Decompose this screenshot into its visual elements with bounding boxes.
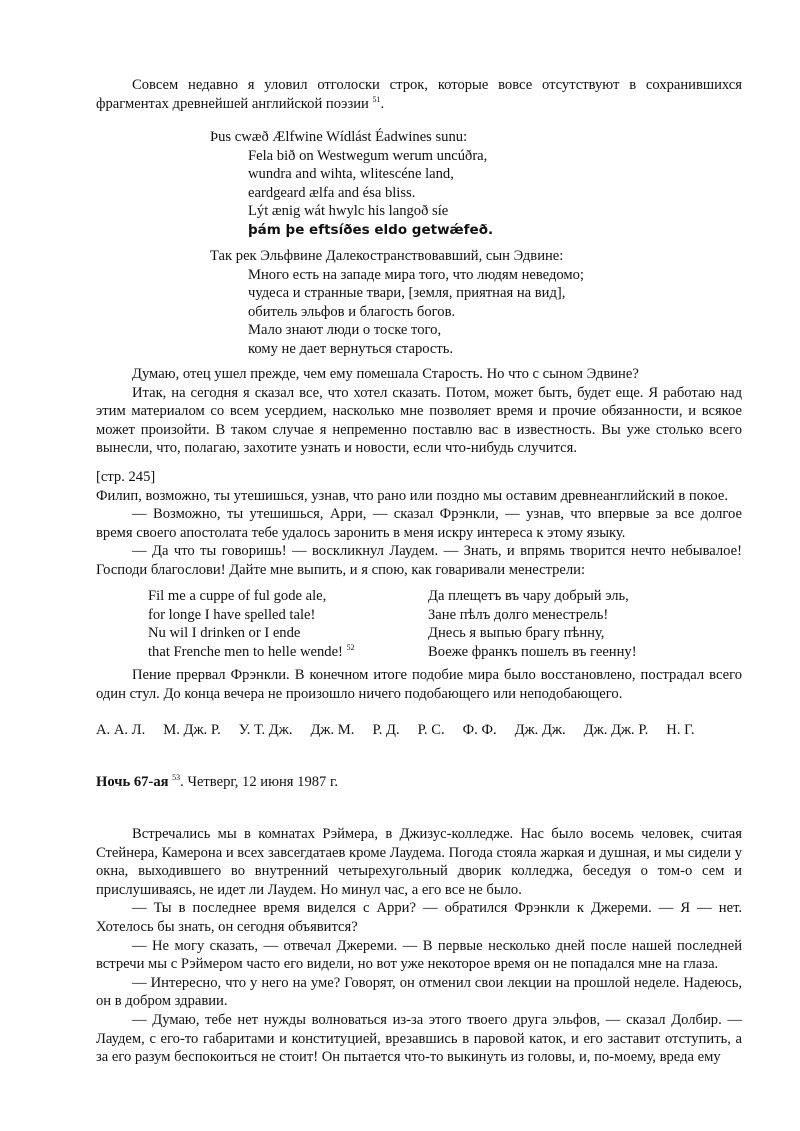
poem-line: кому не дает вернуться старость.	[248, 340, 454, 357]
song-line: that Frenche men to helle wende!	[148, 643, 343, 660]
poem-first-line: Так рек Эльфвине Далекостранствовавший, сын Эдвине:	[210, 248, 564, 264]
poem-line: Lýt ænig wát hwylc his langoð síe	[248, 203, 449, 220]
signatures	[96, 721, 695, 740]
paragraph: — Интересно, что у него на уме? Говорят, он отменил свои лекции на прошлой неделе. Надеюсь, он в добром здравии.	[96, 974, 742, 1010]
paragraph: Филип, возможно, ты утешишься, узнав, что рано или поздно мы оставим древнеанглийский в покое.	[96, 487, 728, 504]
poem-line: Мало знают люди о тоске того,	[248, 322, 442, 339]
song-line: Днесь я выпью брагу пѣнну,	[428, 625, 605, 642]
signature: У. Т. Дж.	[238, 722, 293, 738]
paragraph: — Ты в последнее время виделся с Арри? — обратился Фрэнкли к Джереми. — Я — нет. Хотелось бы знать, он сегодня объявится?	[96, 900, 742, 935]
poem-first-line: Þus cwæð Ælfwine Wídlást Éadwines sunu:	[210, 129, 468, 145]
night-body	[96, 825, 742, 1067]
song-english	[148, 587, 355, 661]
intro-text: Совсем недавно я уловил отголоски строк, которые вовсе отсутствуют в сохранившихся фрагментах древнейшей английской поэзии	[96, 77, 742, 112]
poem-line: Fela bið on Westwegum werum uncúðra,	[248, 147, 488, 164]
signature: А. А. Л.	[96, 722, 146, 738]
poem-line: Много есть на западе мира того, что людям неведомо;	[248, 266, 584, 283]
after-song-paragraph	[96, 666, 742, 703]
song-russian	[428, 587, 637, 661]
night-date: . Четверг, 12 июня 1987 г.	[180, 774, 338, 790]
song-line: for longe I have spelled tale!	[148, 606, 316, 623]
signature: Р. Д.	[372, 722, 400, 738]
night-heading	[96, 773, 742, 792]
song-line: Воеже франкъ пошелъ въ геенну!	[428, 643, 637, 660]
paragraph: Итак, на сегодня я сказал все, что хотел сказать. Потом, может быть, будет еще. Я работаю над этим материалом со всем усердием, насколько мне позволяет время и прочие обязанности, и всякое может произойти. В таком случае я непременно поставлю вас в известность. Вы уже столько всего вынесли, что, полагаю, захотите узнать и новости, если что-нибудь случится.	[96, 384, 742, 457]
footnote-ref[interactable]: 52	[346, 642, 355, 652]
poem-line: wundra and wihta, wlitescéne land,	[248, 166, 454, 183]
intro-end: .	[380, 95, 385, 112]
footnote-ref[interactable]: 51	[372, 94, 381, 104]
signature: Р. С.	[417, 722, 445, 738]
poem-line: обитель эльфов и благость богов.	[248, 303, 456, 320]
paragraph: — Да что ты говоришь! — воскликнул Лаудем. — Знать, и впрямь творится нечто небывалое! Господи благослови! Дайте мне выпить, и я спою, как говаривали менестрели:	[96, 543, 742, 578]
poem-line: eardgeard ælfa and ésa bliss.	[248, 184, 416, 201]
signature: Н. Г.	[666, 722, 695, 738]
page-reference: [стр. 245]	[96, 469, 156, 485]
paragraph: — Возможно, ты утешишься, Арри, — сказал Фрэнкли, — узнав, что впервые за все долгое время своего апостолата тебе удалось заронить в меня искру интереса к этому языку.	[96, 506, 742, 541]
intro-paragraph	[96, 76, 742, 113]
signature: Ф. Ф.	[462, 722, 497, 738]
song-line: Nu wil I drinken or I ende	[148, 625, 301, 642]
paragraph: Думаю, отец ушел прежде, чем ему помешала Старость. Но что с сыном Эдвине?	[132, 366, 639, 382]
poem-line: þám þe eftsíðes eldo getwǽfeð.	[248, 221, 494, 238]
song-line: Да плещетъ въ чару добрый эль,	[428, 588, 629, 604]
signature: Дж. М.	[310, 722, 355, 738]
paragraph: Пение прервал Фрэнкли. В конечном итоге подобие мира было восстановлено, пострадал всего один стул. До конца вечера не произошло ничего подобающего или неподобающего.	[96, 667, 742, 702]
song-line: Fil me a cuppe of ful gode ale,	[148, 588, 327, 604]
night-title: Ночь 67-ая	[96, 774, 169, 790]
song-line: Зане пѣлъ долго менестрель!	[428, 606, 609, 623]
paragraph: Встречались мы в комнатах Рэймера, в Джизус-колледже. Нас было восемь человек, считая Стейнера, Камерона и всех завсегдатаев кроме Лаудема. Погода стояла жаркая и душная, и мы сидели у окна, выходившего во внутренний четырехугольный дворик колледжа, беседуя о том-о сем и прислушиваясь, не идет ли Лаудем. Но минул час, а его все не было.	[96, 826, 742, 898]
old-english-poem	[210, 128, 493, 240]
signature: Дж. Дж. Р.	[583, 722, 649, 738]
paragraph: — Думаю, тебе нет нужды волноваться из-за этого твоего друга эльфов, — сказал Долбир. — Лаудем, с его-то габаритами и конституцией, врезавшись в паровой каток, и его заставит отступить, а за его разум беспокоиться не стоит! Он пытается что-то выкинуть из головы, и, по-моему, вреда ему	[96, 1011, 742, 1066]
russian-poem	[210, 247, 584, 359]
poem-line: чудеса и странные твари, [земля, приятная на вид],	[248, 285, 566, 302]
paragraph: — Не могу сказать, — отвечал Джереми. — В первые несколько дней после нашей последней встречи мы с Рэймером часто его видели, но вот уже некоторое время он не попадался мне на глаза.	[96, 937, 742, 973]
page-ref-section	[96, 468, 742, 580]
closing-paragraphs	[96, 365, 742, 458]
signature: М. Дж. Р.	[163, 722, 221, 738]
signature: Дж. Дж.	[514, 722, 566, 738]
footnote-ref[interactable]: 53	[172, 773, 181, 782]
